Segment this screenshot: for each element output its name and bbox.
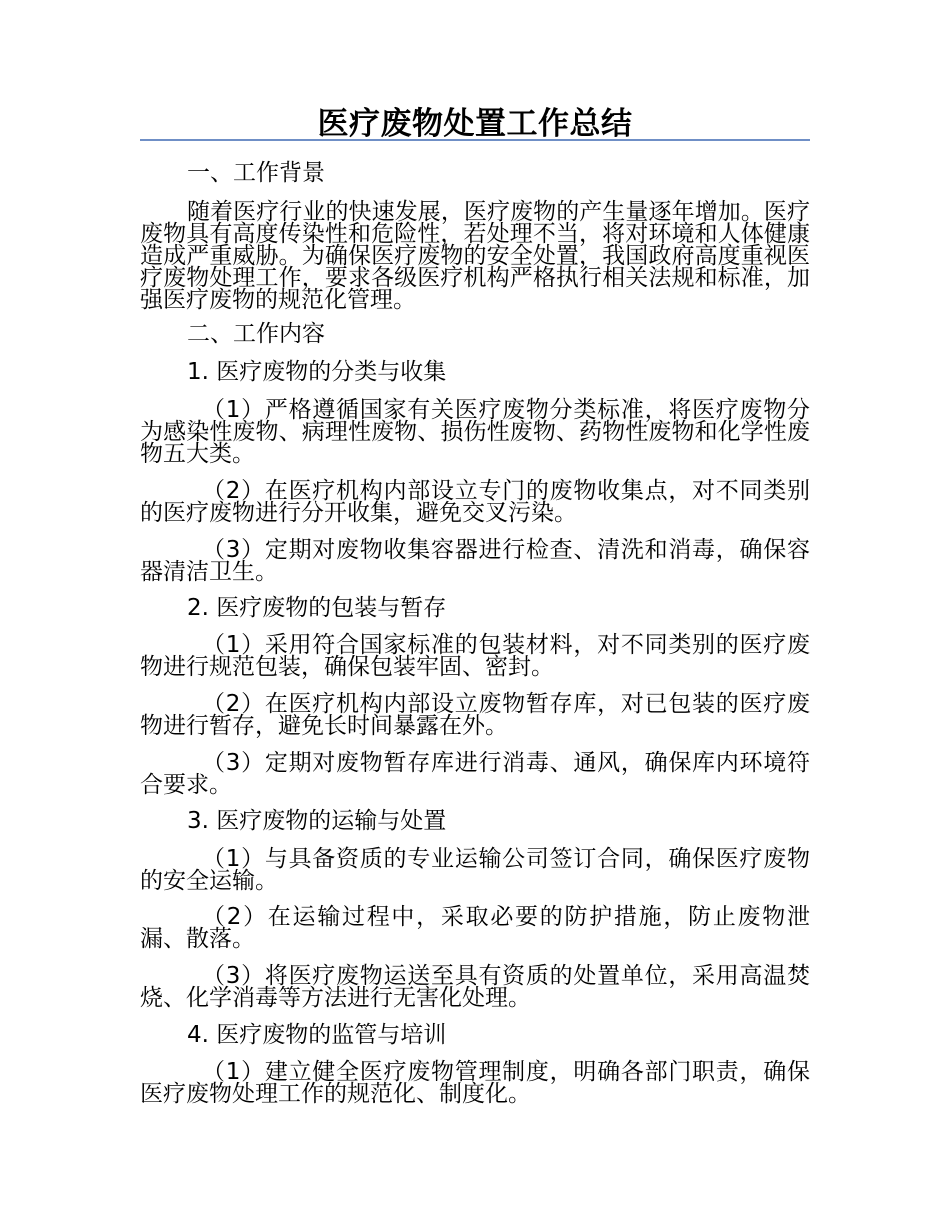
subheading-transport: 3. 医疗废物的运输与处置 [187, 808, 447, 834]
subheading-packaging: 2. 医疗废物的包装与暂存 [187, 595, 447, 621]
paragraph-item: （2）在医疗机构内部设立废物暂存库，对已包装的医疗废物进行暂存，避免长时间暴露在外。 [140, 691, 810, 739]
paragraph-item: （1）严格遵循国家有关医疗废物分类标准，将医疗废物分为感染性废物、病理性废物、损伤性废物、药物性废物和化学性废物五大类。 [140, 397, 810, 467]
paragraph-item: （1）与具备资质的专业运输公司签订合同，确保医疗废物的安全运输。 [140, 846, 810, 894]
subheading-supervision: 4. 医疗废物的监管与培训 [187, 1022, 447, 1048]
section-heading-content: 二、工作内容 [187, 321, 325, 347]
paragraph-item: （2）在医疗机构内部设立专门的废物收集点，对不同类别的医疗废物进行分开收集，避免交叉污染。 [140, 478, 810, 526]
paragraph-item: （3）定期对废物收集容器进行检查、清洗和消毒，确保容器清洁卫生。 [140, 537, 810, 585]
section-heading-background: 一、工作背景 [187, 160, 325, 186]
document-title: 医疗废物处置工作总结 [317, 106, 633, 142]
subheading-classification: 1. 医疗废物的分类与收集 [187, 359, 447, 385]
paragraph-item: （1）建立健全医疗废物管理制度，明确各部门职责，确保医疗废物处理工作的规范化、制度化。 [140, 1059, 810, 1107]
paragraph-item: （3）将医疗废物运送至具有资质的处置单位，采用高温焚烧、化学消毒等方法进行无害化处理。 [140, 963, 810, 1011]
paragraph-item: （1）采用符合国家标准的包装材料，对不同类别的医疗废物进行规范包装，确保包装牢固、密封。 [140, 632, 810, 680]
paragraph-background: 随着医疗行业的快速发展，医疗废物的产生量逐年增加。医疗废物具有高度传染性和危险性，若处理不当，将对环境和人体健康造成严重威胁。为确保医疗废物的安全处置，我国政府高度重视医疗废物处理工作，要求各级医疗机构严格执行相关法规和标准，加强医疗废物的规范化管理。 [140, 199, 810, 313]
paragraph-item: （2）在运输过程中，采取必要的防护措施，防止废物泄漏、散落。 [140, 904, 810, 952]
title-underline [140, 139, 810, 141]
paragraph-item: （3）定期对废物暂存库进行消毒、通风，确保库内环境符合要求。 [140, 750, 810, 798]
